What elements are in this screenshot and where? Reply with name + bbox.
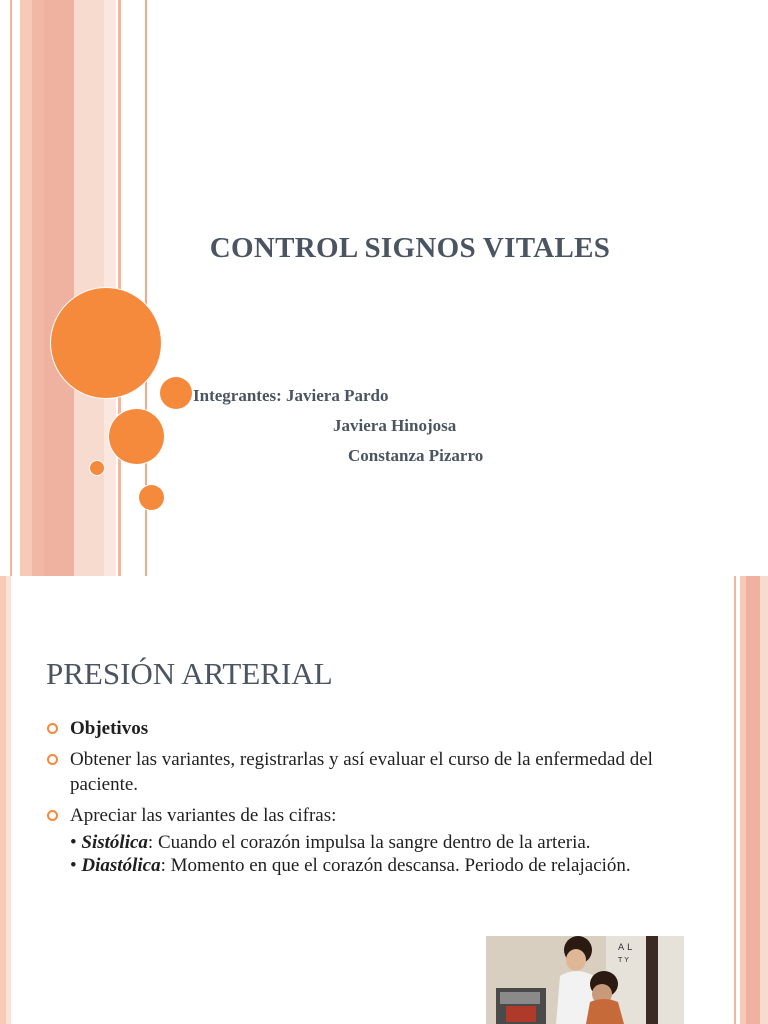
decorative-circle-small-2 [139, 485, 164, 510]
member-line-2: Javiera Hinojosa [333, 416, 457, 435]
slide-presion-arterial [0, 576, 768, 1024]
decorative-stripes-right [734, 576, 768, 1024]
decorative-circle-large [51, 288, 161, 398]
desc-sistolica: : Cuando el corazón impulsa la sangre dentro de la arteria. [147, 832, 591, 853]
decorative-stripes-left [0, 576, 14, 1024]
svg-text:A L: A L [618, 943, 633, 953]
circle-bullet-icon [47, 754, 58, 765]
list-item-objetivos [46, 716, 706, 741]
presentation-title: CONTROL SIGNOS VITALES [209, 232, 611, 264]
list-item-apreciar [46, 803, 706, 878]
member-line-1: Integrantes: Javiera Pardo [193, 386, 389, 405]
circle-bullet-icon [47, 723, 58, 734]
member-line-3: Constanza Pizarro [348, 446, 484, 465]
sub-item-diastolica: • Diastólica: Momento en que el corazón descansa. Periodo de relajación. [70, 855, 631, 876]
slide-heading: PRESIÓN ARTERIAL [46, 656, 333, 691]
list-item-text: Apreciar las variantes de las cifras: [70, 805, 337, 826]
decorative-circle-small [160, 377, 192, 409]
decorative-stripes [0, 0, 150, 576]
term-sistolica: Sistólica [81, 832, 148, 853]
list-item-text: Objetivos [70, 718, 149, 739]
list-item-text: Obtener las variantes, registrarlas y así evaluar el curso de la enfermedad del paciente. [70, 749, 653, 795]
sub-item-sistolica: • Sistólica: Cuando el corazón impulsa la sangre dentro de la arteria. [70, 832, 591, 853]
svg-text:T Y: T Y [618, 956, 629, 964]
bullet-list [46, 716, 706, 884]
decorative-circle-tiny [90, 461, 104, 475]
decorative-circle-medium [109, 409, 164, 464]
desc-diastolica: : Momento en que el corazón descansa. Periodo de relajación. [160, 855, 631, 876]
list-item-obtener [46, 747, 706, 797]
doctor-patient-photo [486, 936, 684, 1024]
term-diastolica: Diastólica [81, 855, 161, 876]
circle-bullet-icon [47, 810, 58, 821]
